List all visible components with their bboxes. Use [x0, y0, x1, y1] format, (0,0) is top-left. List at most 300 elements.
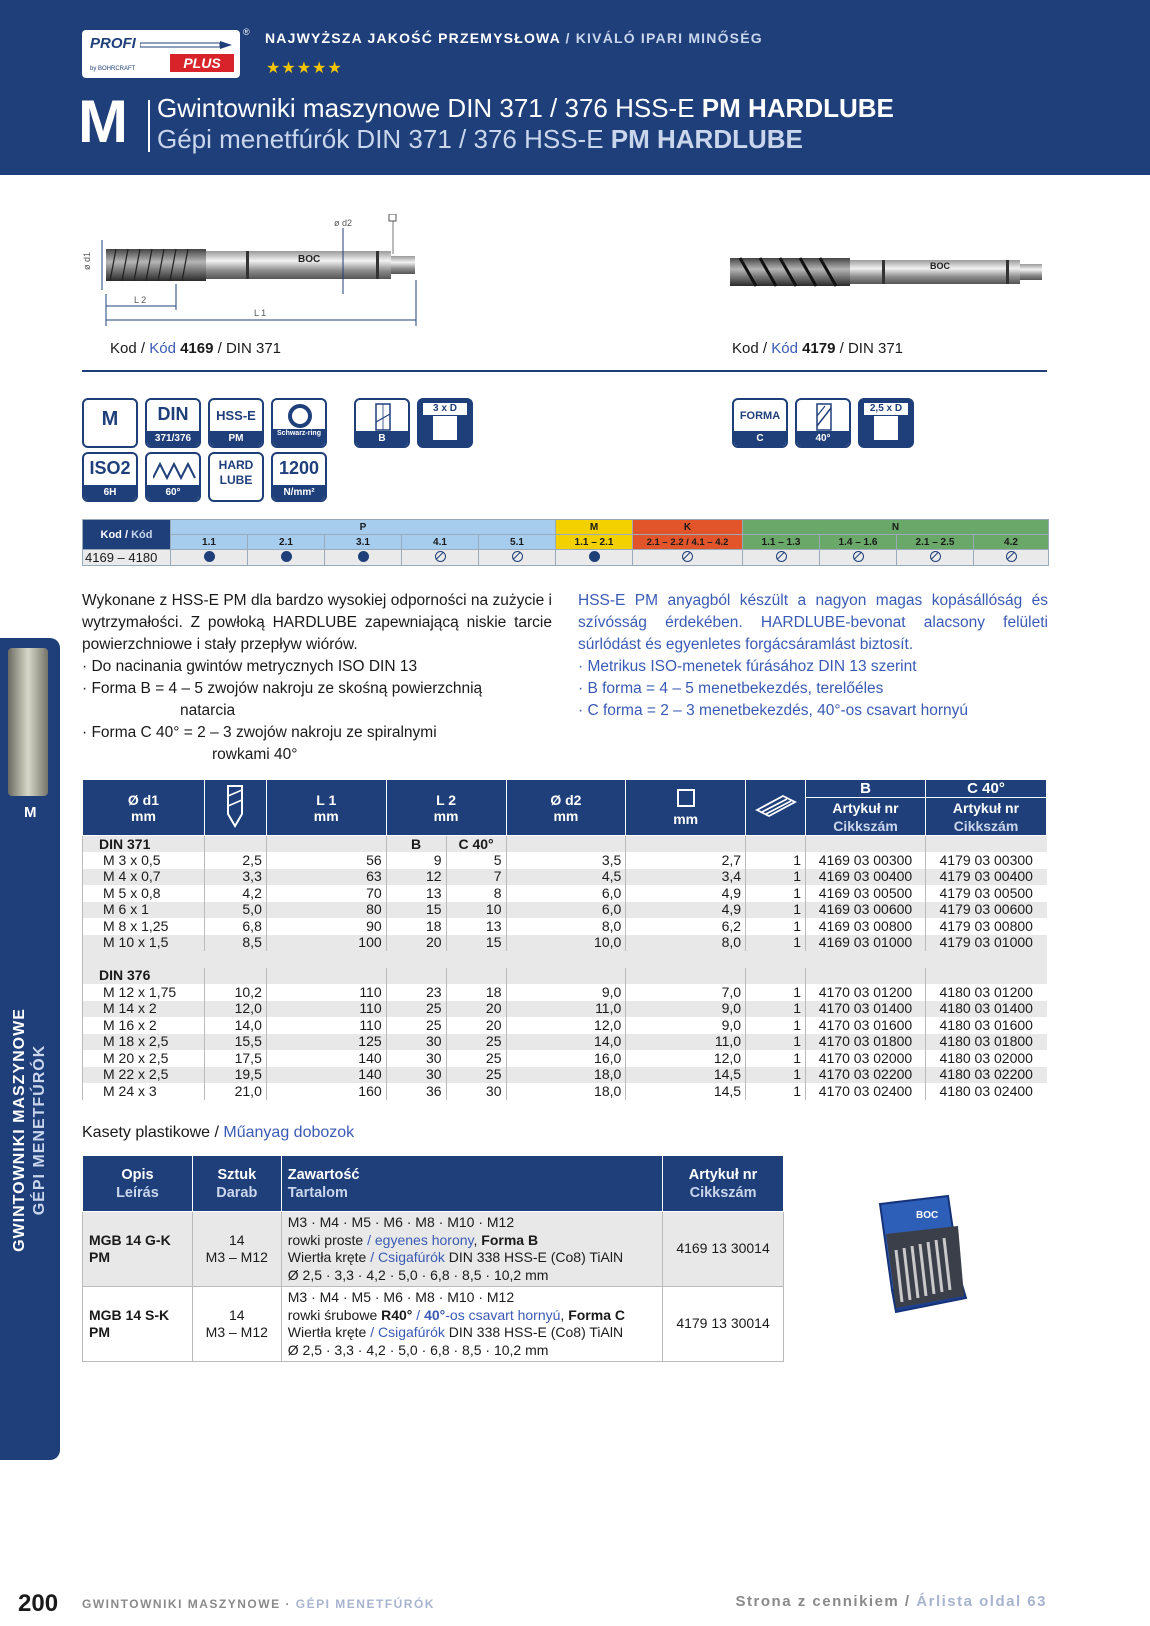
icon-depth3-text: 3 x D — [423, 403, 467, 415]
col-l2-label: L 2 — [436, 791, 457, 808]
group-name: DIN 376 — [83, 968, 205, 985]
shank-d2: 11,0 — [506, 1001, 626, 1018]
mark-cell — [248, 550, 325, 566]
icon-m-text: M — [101, 408, 119, 430]
article-b: 4169 03 00800 — [806, 918, 926, 935]
table-row — [83, 918, 1047, 935]
drill-d1: 15,5 — [204, 1034, 266, 1051]
group-cell — [626, 836, 746, 853]
kas-line-3 — [288, 1324, 656, 1342]
length-l1: 70 — [266, 885, 386, 902]
drill-d1: 8,5 — [204, 935, 266, 952]
logo-profi: PROFI — [90, 35, 136, 52]
kas-l2b: R40° — [381, 1306, 413, 1323]
col-b-art-hu: Cikkszám — [833, 817, 898, 834]
cassette-title-pl: Kasety plastikowe — [82, 1124, 211, 1141]
col-l1-unit: mm — [313, 807, 339, 824]
article-c: 4180 03 01600 — [925, 1017, 1046, 1034]
mark-cell — [556, 550, 633, 566]
table-row — [83, 869, 1047, 886]
l2-b: 15 — [386, 902, 446, 919]
thread-size: M 8 x 1,25 — [83, 918, 205, 935]
sub-n-4: 4.2 — [974, 535, 1049, 550]
kas-l3hu: Csigafúrók — [378, 1249, 445, 1265]
thread-size: M 20 x 2,5 — [83, 1050, 205, 1067]
logo-reg: ® — [243, 27, 250, 37]
mark-cell — [479, 550, 556, 566]
square-size: 14,5 — [626, 1067, 746, 1084]
col-l1-label: L 1 — [316, 791, 337, 808]
l2-b: 12 — [386, 869, 446, 886]
table-row — [83, 852, 1047, 869]
group-cell — [204, 968, 266, 985]
kas-qty — [192, 1287, 281, 1362]
shank-d2: 18,0 — [506, 1083, 626, 1100]
col-l1 — [266, 780, 386, 836]
kas-opis: Opis — [121, 1166, 154, 1183]
l2-c: 20 — [446, 1001, 506, 1018]
table-row — [83, 935, 1047, 952]
pack-qty: 1 — [746, 1067, 806, 1084]
title-pl-bold: PM HARDLUBE — [701, 93, 894, 123]
kas-name-2: PM — [89, 1249, 110, 1265]
l2-c: 30 — [446, 1083, 506, 1100]
thread-size: M 5 x 0,8 — [83, 885, 205, 902]
hardlube-icon — [208, 452, 264, 502]
side-tap-image — [8, 648, 48, 796]
tagline-pl: NAJWYŻSZA JAKOŚĆ PRZEMYSŁOWA — [265, 30, 561, 46]
conditional-ring-icon — [512, 551, 523, 562]
kas-content — [281, 1212, 662, 1287]
cassette-table — [82, 1155, 784, 1362]
caption-left-sep: / — [136, 340, 150, 357]
side-title-hu: GÉPI MENETFÚRÓK — [31, 1044, 48, 1216]
l2-c: 8 — [446, 885, 506, 902]
logo-tap-icon — [140, 40, 232, 50]
side-title-pl: GWINTOWNIKI MASZYNOWE — [11, 1008, 28, 1252]
col-d1 — [83, 780, 205, 836]
article-c: 4180 03 01200 — [925, 984, 1046, 1001]
shank-d2: 10,0 — [506, 935, 626, 952]
shank-d2: 6,0 — [506, 902, 626, 919]
drill-d1: 21,0 — [204, 1083, 266, 1100]
section-rule — [82, 370, 1047, 372]
material-row-label: 4169 – 4180 — [83, 550, 171, 566]
group-k: K — [633, 520, 743, 535]
icon-din-sub: 371/376 — [147, 431, 199, 446]
length-l1: 110 — [266, 1001, 386, 1018]
sub-p-3: 3.1 — [325, 535, 402, 550]
desc-pl-bullet-3: · Forma C 40° = 2 – 3 zwojów nakroju ze spiralnymi — [82, 724, 437, 741]
drill-d1: 17,5 — [204, 1050, 266, 1067]
table-row — [83, 902, 1047, 919]
pack-qty: 1 — [746, 1001, 806, 1018]
side-letter: M — [24, 804, 37, 821]
icon-depth25-text: 2,5 x D — [864, 403, 908, 415]
mark-cell — [897, 550, 974, 566]
kas-line-1: M3 · M4 · M5 · M6 · M8 · M10 · M12 — [287, 1214, 515, 1230]
page-title-pl — [157, 93, 894, 124]
l2-b: 9 — [386, 852, 446, 869]
col-l2 — [386, 780, 506, 836]
col-d1-label: Ø d1 — [127, 791, 160, 808]
l2-c: 13 — [446, 918, 506, 935]
drill-d1: 19,5 — [204, 1067, 266, 1084]
drill-d1: 14,0 — [204, 1017, 266, 1034]
icon-hard-text: HARD — [218, 458, 254, 472]
square-size: 4,9 — [626, 902, 746, 919]
mark-cell — [171, 550, 248, 566]
length-l1: 100 — [266, 935, 386, 952]
rating-stars: ★★★★★ — [266, 60, 343, 77]
logo-plus: PLUS — [170, 54, 234, 72]
shank-d2: 16,0 — [506, 1050, 626, 1067]
square-size: 9,0 — [626, 1001, 746, 1018]
shank-d2: 3,5 — [506, 852, 626, 869]
cassette-brand: BOC — [916, 1210, 939, 1221]
kas-l2d: Forma B — [481, 1231, 539, 1248]
kas-line-4: Ø 2,5 · 3,3 · 4,2 · 5,0 · 6,8 · 8,5 · 10,2 mm — [287, 1341, 549, 1358]
group-cell — [266, 968, 386, 985]
kas-l2d: Forma C — [568, 1306, 625, 1323]
kas-l2sep: / — [412, 1306, 425, 1323]
article-b: 4169 03 01000 — [806, 935, 926, 952]
l2-c: 5 — [446, 852, 506, 869]
square-size: 2,7 — [626, 852, 746, 869]
footer-right-pl: Strona z cennikiem — [735, 1593, 900, 1610]
cassette-image — [862, 1194, 972, 1324]
footer-right — [736, 1593, 1047, 1610]
kas-qty — [192, 1212, 281, 1287]
table-row — [83, 1034, 1047, 1051]
material-kod-header: Kod / Kód — [83, 520, 171, 550]
strength-icon — [271, 452, 327, 502]
kas-line-2 — [288, 1232, 656, 1250]
l2-c: 7 — [446, 869, 506, 886]
group-cell — [506, 836, 626, 853]
caption-right-kod-hu: Kód — [771, 340, 798, 357]
footer-left-hu: GÉPI MENETFÚRÓK — [295, 1597, 435, 1611]
kas-l2hu1: 40° — [424, 1306, 446, 1323]
group-cell — [746, 836, 806, 853]
shank-d2: 6,0 — [506, 885, 626, 902]
group-m: M — [556, 520, 633, 535]
page-title-hu — [157, 124, 803, 155]
table-row — [83, 1050, 1047, 1067]
conditional-ring-icon — [682, 551, 693, 562]
drill-d1: 6,8 — [204, 918, 266, 935]
article-c: 4179 03 01000 — [925, 935, 1046, 952]
depth-3xd-icon — [417, 398, 473, 448]
article-c: 4180 03 02400 — [925, 1083, 1046, 1100]
material-kod-hu: Kód — [131, 528, 153, 541]
col-b-art-pl: Artykuł nr — [832, 799, 899, 816]
kas-line-4: Ø 2,5 · 3,3 · 4,2 · 5,0 · 6,8 · 8,5 · 10,2 mm — [287, 1266, 549, 1283]
l2-b: 18 — [386, 918, 446, 935]
kas-szt: Sztuk — [217, 1166, 257, 1183]
section-letter: M — [78, 88, 128, 155]
conditional-ring-icon — [776, 551, 787, 562]
thread-size: M 22 x 2,5 — [83, 1067, 205, 1084]
footer-left — [82, 1597, 435, 1611]
article-b: 4170 03 02400 — [806, 1083, 926, 1100]
thread-size: M 4 x 0,7 — [83, 869, 205, 886]
form-b-icon — [354, 398, 410, 448]
conditional-ring-icon — [435, 551, 446, 562]
l2-c: 25 — [446, 1067, 506, 1084]
icon-hsse-text: HSS-E — [216, 408, 256, 423]
kas-line-1: M3 · M4 · M5 · M6 · M8 · M10 · M12 — [287, 1289, 515, 1305]
cassette-row — [83, 1212, 784, 1287]
mark-cell — [633, 550, 743, 566]
pack-qty: 1 — [746, 1083, 806, 1100]
col-c-art-hu: Cikkszám — [953, 817, 1019, 834]
icon-iso-sub: 6H — [84, 485, 136, 500]
col-l2-unit: mm — [433, 807, 459, 824]
col-b-art — [806, 798, 926, 836]
kas-name — [83, 1287, 193, 1362]
square-size: 11,0 — [626, 1034, 746, 1051]
kas-name — [83, 1212, 193, 1287]
footer-right-hu: Árlista oldal 63 — [916, 1593, 1047, 1610]
tagline-hu: KIVÁLÓ IPARI MINŐSÉG — [575, 30, 763, 46]
kas-szt-hu: Darab — [216, 1184, 258, 1201]
spiral-40-icon — [795, 398, 851, 448]
depth-25xd-icon — [858, 398, 914, 448]
caption-left-kod-hu: Kód — [149, 340, 176, 357]
pack-qty: 1 — [746, 1050, 806, 1067]
sub-p-4: 4.1 — [402, 535, 479, 550]
sub-n-1: 1.1 – 1.3 — [743, 535, 820, 550]
article-c: 4180 03 02200 — [925, 1067, 1046, 1084]
dimension-table — [82, 779, 1047, 1100]
iso2-icon — [82, 452, 138, 502]
l2-b: 30 — [386, 1034, 446, 1051]
caption-right-num: 4179 — [802, 340, 836, 357]
article-b: 4169 03 00600 — [806, 902, 926, 919]
kas-l3a: Wiertła kręte — [287, 1324, 367, 1340]
l2-c: 25 — [446, 1050, 506, 1067]
sub-n-3: 2.1 – 2.5 — [897, 535, 974, 550]
group-cell — [386, 968, 446, 985]
table-row — [83, 885, 1047, 902]
icon-angle-sub: 60° — [147, 485, 199, 500]
kas-art: Artykuł nr — [688, 1166, 758, 1183]
kas-l3sep: / — [366, 1249, 378, 1265]
kas-l2a: rowki śrubowe — [287, 1306, 382, 1323]
l2-c: 25 — [446, 1034, 506, 1051]
length-l1: 140 — [266, 1050, 386, 1067]
icon-formb-sub: B — [356, 431, 408, 446]
square-icon — [676, 788, 696, 808]
col-pack — [746, 780, 806, 836]
square-icon — [389, 214, 396, 221]
icon-forma-sub: C — [734, 431, 786, 446]
footer-left-sep: · — [280, 1597, 296, 1611]
caption-right-din: / DIN 371 — [835, 340, 903, 357]
spacer-cell — [83, 951, 1047, 968]
table-row — [83, 1083, 1047, 1100]
l2-b: 36 — [386, 1083, 446, 1100]
title-pl-text: Gwintowniki maszynowe DIN 371 / 376 HSS-E — [157, 93, 702, 123]
icon-ring-sub: Schwarz-ring — [273, 429, 325, 446]
group-cell — [925, 968, 1046, 985]
sub-p-5: 5.1 — [479, 535, 556, 550]
l2-b: 25 — [386, 1017, 446, 1034]
thread-size: M 12 x 1,75 — [83, 984, 205, 1001]
drill-d1: 2,5 — [204, 852, 266, 869]
kas-l3hu: Csigafúrók — [378, 1324, 445, 1340]
article-b: 4170 03 01800 — [806, 1034, 926, 1051]
desc-pl-intro: Wykonane z HSS-E PM dla bardzo wysokiej odporności na zużycie i wytrzymałości. Z powłoką HARDLUBE zapewniającą niskie tarcie powierzchniowe i stały przepływ wiórów. — [82, 592, 552, 653]
sub-p-2: 2.1 — [248, 535, 325, 550]
article-b: 4170 03 01400 — [806, 1001, 926, 1018]
group-n: N — [743, 520, 1049, 535]
dimension-table-body — [83, 836, 1047, 1100]
tap-drawing-straight — [76, 214, 436, 340]
sub-m: 1.1 – 2.1 — [556, 535, 633, 550]
mark-cell — [325, 550, 402, 566]
shank-d2: 4,5 — [506, 869, 626, 886]
icon-din-text: DIN — [157, 404, 189, 424]
l2-b: 23 — [386, 984, 446, 1001]
drawing-brand-2: BOC — [930, 261, 950, 271]
article-c: 4179 03 00400 — [925, 869, 1046, 886]
thread-size: M 14 x 2 — [83, 1001, 205, 1018]
drill-d1: 10,2 — [204, 984, 266, 1001]
forma-c-icon — [732, 398, 788, 448]
desc-pl-bullet-2b: natarcia — [180, 702, 236, 719]
drill-d1: 5,0 — [204, 902, 266, 919]
title-hu-bold: PM HARDLUBE — [610, 124, 803, 154]
l2-sub-c: C 40° — [446, 836, 506, 853]
material-row — [83, 550, 1049, 566]
length-l1: 56 — [266, 852, 386, 869]
shank-d2: 12,0 — [506, 1017, 626, 1034]
group-cell — [806, 968, 926, 985]
article-c: 4179 03 00600 — [925, 902, 1046, 919]
icon-1200-text: 1200 — [278, 458, 320, 478]
icon-iso-text: ISO2 — [89, 458, 131, 478]
label-d1: ø d1 — [82, 251, 92, 270]
kas-l2c: , — [473, 1231, 482, 1248]
col-d1-unit: mm — [131, 807, 156, 824]
side-vertical-title — [10, 1008, 50, 1252]
length-l1: 63 — [266, 869, 386, 886]
material-kod: Kod — [100, 528, 122, 541]
kas-content — [281, 1287, 662, 1362]
kas-name-2: PM — [89, 1324, 110, 1340]
cassette-title — [82, 1124, 354, 1142]
kas-l3a: Wiertła kręte — [287, 1249, 367, 1265]
mark-cell — [402, 550, 479, 566]
length-l1: 110 — [266, 984, 386, 1001]
length-l1: 80 — [266, 902, 386, 919]
col-c-art-pl: Artykuł nr — [952, 799, 1020, 816]
shank-d2: 9,0 — [506, 984, 626, 1001]
caption-right — [732, 340, 903, 357]
tap-profile-icon — [220, 784, 250, 828]
caption-right-sep: / — [758, 340, 772, 357]
kas-name-1: MGB 14 G-K — [89, 1231, 171, 1248]
article-c: 4180 03 01800 — [925, 1034, 1046, 1051]
footer-right-sep: / — [899, 1593, 917, 1610]
l2-b: 30 — [386, 1067, 446, 1084]
label-d2: ø d2 — [334, 218, 353, 228]
desc-pl-bullet-3b: rowkami 40° — [212, 746, 298, 763]
desc-hu-bullet-2: · B forma = 4 – 5 menetbekezdés, terelőéles — [578, 680, 884, 697]
label-l2: L 2 — [134, 295, 147, 305]
mark-cell — [743, 550, 820, 566]
tagline-sep: / — [560, 30, 576, 46]
length-l1: 110 — [266, 1017, 386, 1034]
col-square-unit: mm — [673, 811, 699, 827]
table-row — [83, 984, 1047, 1001]
group-name: DIN 371 — [83, 836, 205, 853]
kas-col-opis — [83, 1156, 193, 1212]
logo-by: by BOHRCRAFT — [90, 66, 136, 72]
l2-sub-b: B — [386, 836, 446, 853]
pack-qty: 1 — [746, 885, 806, 902]
shank-d2: 18,0 — [506, 1067, 626, 1084]
col-b-head: B — [806, 780, 926, 798]
shank-d2: 14,0 — [506, 1034, 626, 1051]
thread-size: M 10 x 1,5 — [83, 935, 205, 952]
kas-qty-range: M3 – M12 — [205, 1249, 268, 1265]
article-b: 4170 03 02000 — [806, 1050, 926, 1067]
kas-qty-num: 14 — [229, 1306, 245, 1323]
pack-qty: 1 — [746, 1017, 806, 1034]
article-b: 4169 03 00400 — [806, 869, 926, 886]
table-row — [83, 1067, 1047, 1084]
kas-zaw-hu: Tartalom — [287, 1184, 348, 1201]
thread-size: M 3 x 0,5 — [83, 852, 205, 869]
drill-d1: 12,0 — [204, 1001, 266, 1018]
article-c: 4180 03 02000 — [925, 1050, 1046, 1067]
desc-pl-bullet-1: · Do nacinania gwintów metrycznych ISO DIN 13 — [82, 658, 418, 675]
kas-l2hu: -os csavart hornyú — [445, 1306, 561, 1323]
kas-line-2 — [288, 1307, 656, 1325]
kas-l3b: DIN 338 HSS-E (Co8) TiAlN — [444, 1324, 624, 1340]
length-l1: 160 — [266, 1083, 386, 1100]
col-d2 — [506, 780, 626, 836]
sub-k: 2.1 – 2.2 / 4.1 – 4.2 — [633, 535, 743, 550]
article-c: 4179 03 00300 — [925, 852, 1046, 869]
l2-c: 18 — [446, 984, 506, 1001]
table-row — [83, 1017, 1047, 1034]
hsse-icon — [208, 398, 264, 448]
conditional-ring-icon — [1006, 551, 1017, 562]
page-number: 200 — [18, 1590, 59, 1617]
drawing-brand: BOC — [298, 254, 321, 265]
group-row — [83, 836, 1047, 853]
caption-left-din: / DIN 371 — [213, 340, 281, 357]
kas-art-num: 4179 13 30014 — [663, 1287, 784, 1362]
l2-b: 30 — [386, 1050, 446, 1067]
kas-l2sep: / — [363, 1231, 375, 1248]
caption-left-kod: Kod — [110, 340, 137, 357]
icon-1200-sub: N/mm² — [273, 485, 325, 500]
kas-qty-range: M3 – M12 — [205, 1324, 268, 1340]
square-size: 7,0 — [626, 984, 746, 1001]
article-c: 4179 03 00800 — [925, 918, 1046, 935]
group-cell — [204, 836, 266, 853]
title-hu-text: Gépi menetfúrók DIN 371 / 376 HSS-E — [157, 124, 611, 154]
material-m-icon — [82, 398, 138, 448]
profi-plus-logo — [82, 27, 250, 78]
kas-col-szt — [192, 1156, 281, 1212]
l2-b: 20 — [386, 935, 446, 952]
